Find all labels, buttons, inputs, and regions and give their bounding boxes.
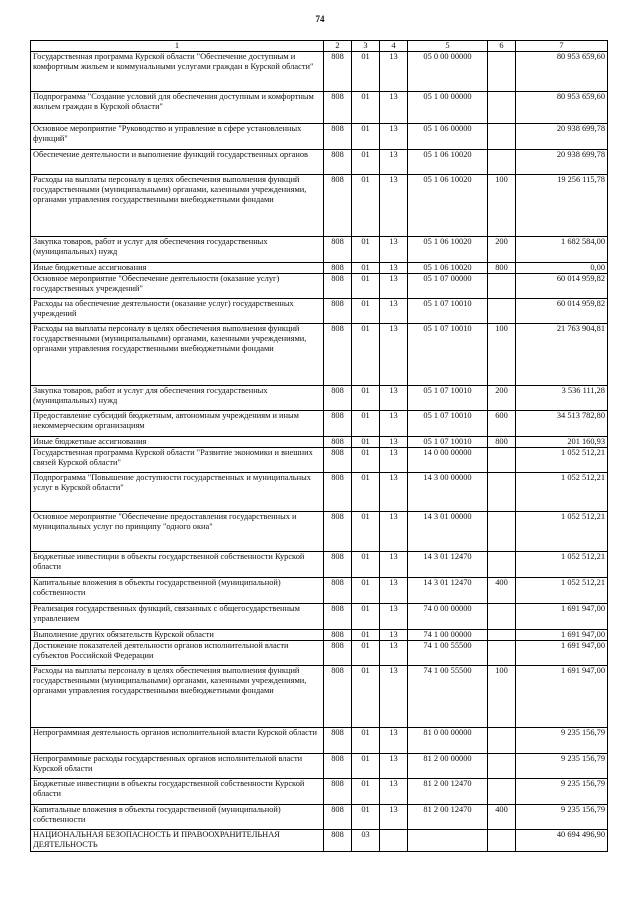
cell-section: 01 bbox=[352, 299, 380, 324]
table-row bbox=[31, 473, 608, 512]
cell-amount: 1 691 947,00 bbox=[516, 641, 608, 666]
cell-expense-type bbox=[488, 630, 516, 641]
cell-section: 01 bbox=[352, 386, 380, 411]
cell-expense-type bbox=[488, 512, 516, 552]
cell-grbs: 808 bbox=[324, 299, 352, 324]
cell-grbs: 808 bbox=[324, 779, 352, 805]
cell-expense-type bbox=[488, 150, 516, 175]
cell-subsection: 13 bbox=[380, 124, 408, 150]
cell-section: 01 bbox=[352, 641, 380, 666]
cell-grbs: 808 bbox=[324, 630, 352, 641]
cell-grbs: 808 bbox=[324, 124, 352, 150]
cell-grbs: 808 bbox=[324, 92, 352, 124]
cell-amount: 1 052 512,21 bbox=[516, 512, 608, 552]
table-row bbox=[31, 411, 608, 437]
cell-name: Закупка товаров, работ и услуг для обеспечения государственных (муниципальных) нужд bbox=[31, 237, 324, 263]
cell-amount: 19 256 115,78 bbox=[516, 175, 608, 237]
cell-subsection: 13 bbox=[380, 552, 408, 578]
cell-amount: 80 953 659,60 bbox=[516, 92, 608, 124]
table-row bbox=[31, 448, 608, 473]
table-row bbox=[31, 728, 608, 754]
cell-amount: 1 052 512,21 bbox=[516, 473, 608, 512]
cell-subsection: 13 bbox=[380, 274, 408, 299]
cell-expense-type: 200 bbox=[488, 237, 516, 263]
cell-target-article: 05 1 07 10010 bbox=[408, 437, 488, 448]
cell-target-article: 05 1 06 10020 bbox=[408, 150, 488, 175]
cell-target-article: 81 2 00 12470 bbox=[408, 805, 488, 830]
table-row bbox=[31, 237, 608, 263]
cell-subsection: 13 bbox=[380, 779, 408, 805]
cell-name: Капитальные вложения в объекты государственной (муниципальной) собственности bbox=[31, 578, 324, 604]
table-row bbox=[31, 552, 608, 578]
cell-section: 01 bbox=[352, 666, 380, 728]
cell-subsection: 13 bbox=[380, 92, 408, 124]
cell-section: 01 bbox=[352, 512, 380, 552]
cell-name: Государственная программа Курской области "Обеспечение доступным и комфортным жильем и коммунальными услугами граждан в Курской области" bbox=[31, 52, 324, 92]
header-cell-name: 1 bbox=[31, 41, 324, 52]
cell-expense-type bbox=[488, 728, 516, 754]
cell-expense-type bbox=[488, 299, 516, 324]
table-row bbox=[31, 263, 608, 274]
cell-section: 01 bbox=[352, 473, 380, 512]
cell-subsection: 13 bbox=[380, 604, 408, 630]
cell-section: 01 bbox=[352, 552, 380, 578]
cell-amount: 1 691 947,00 bbox=[516, 630, 608, 641]
cell-section: 01 bbox=[352, 92, 380, 124]
table-row bbox=[31, 92, 608, 124]
cell-section: 01 bbox=[352, 779, 380, 805]
table-row bbox=[31, 150, 608, 175]
cell-subsection: 13 bbox=[380, 324, 408, 386]
cell-expense-type: 200 bbox=[488, 386, 516, 411]
cell-target-article: 81 0 00 00000 bbox=[408, 728, 488, 754]
cell-expense-type bbox=[488, 473, 516, 512]
cell-subsection: 13 bbox=[380, 728, 408, 754]
cell-amount: 9 235 156,79 bbox=[516, 779, 608, 805]
cell-section: 01 bbox=[352, 437, 380, 448]
cell-section: 01 bbox=[352, 274, 380, 299]
cell-subsection: 13 bbox=[380, 641, 408, 666]
cell-grbs: 808 bbox=[324, 641, 352, 666]
cell-subsection bbox=[380, 830, 408, 852]
cell-name: Выполнение других обязательств Курской области bbox=[31, 630, 324, 641]
cell-name: Расходы на выплаты персоналу в целях обеспечения выполнения функций государственными (муниципальными) органами, казенными учреждениями, органами управления государственными внебюджетными фондами bbox=[31, 324, 324, 386]
cell-grbs: 808 bbox=[324, 150, 352, 175]
cell-target-article: 74 1 00 55500 bbox=[408, 641, 488, 666]
cell-amount: 1 691 947,00 bbox=[516, 666, 608, 728]
cell-name: Иные бюджетные ассигнования bbox=[31, 263, 324, 274]
cell-grbs: 808 bbox=[324, 237, 352, 263]
cell-grbs: 808 bbox=[324, 411, 352, 437]
table-row bbox=[31, 124, 608, 150]
header-cell-grbs: 2 bbox=[324, 41, 352, 52]
cell-target-article: 14 0 00 00000 bbox=[408, 448, 488, 473]
cell-amount: 20 938 699,78 bbox=[516, 124, 608, 150]
cell-grbs: 808 bbox=[324, 830, 352, 852]
cell-grbs: 808 bbox=[324, 666, 352, 728]
cell-expense-type: 800 bbox=[488, 437, 516, 448]
cell-target-article: 14 3 01 12470 bbox=[408, 578, 488, 604]
cell-section: 01 bbox=[352, 754, 380, 779]
cell-target-article: 05 1 07 10010 bbox=[408, 411, 488, 437]
cell-subsection: 13 bbox=[380, 448, 408, 473]
cell-expense-type: 800 bbox=[488, 263, 516, 274]
cell-section: 01 bbox=[352, 805, 380, 830]
page-number: 74 bbox=[315, 14, 325, 24]
cell-grbs: 808 bbox=[324, 175, 352, 237]
cell-target-article bbox=[408, 830, 488, 852]
cell-subsection: 13 bbox=[380, 578, 408, 604]
cell-subsection: 13 bbox=[380, 150, 408, 175]
header-cell-amount: 7 bbox=[516, 41, 608, 52]
cell-target-article: 74 1 00 55500 bbox=[408, 666, 488, 728]
cell-name: Расходы на выплаты персоналу в целях обеспечения выполнения функций государственными (муниципальными) органами, казенными учреждениями, органами управления государственными внебюджетными фондами bbox=[31, 666, 324, 728]
cell-target-article: 74 1 00 00000 bbox=[408, 630, 488, 641]
cell-target-article: 81 2 00 00000 bbox=[408, 754, 488, 779]
cell-expense-type bbox=[488, 92, 516, 124]
cell-section: 01 bbox=[352, 150, 380, 175]
cell-name: Иные бюджетные ассигнования bbox=[31, 437, 324, 448]
cell-amount: 9 235 156,79 bbox=[516, 805, 608, 830]
cell-target-article: 05 1 06 10020 bbox=[408, 263, 488, 274]
cell-subsection: 13 bbox=[380, 630, 408, 641]
cell-target-article: 05 1 07 10010 bbox=[408, 299, 488, 324]
cell-target-article: 14 3 01 12470 bbox=[408, 552, 488, 578]
budget-table bbox=[30, 40, 608, 852]
cell-target-article: 05 1 07 10010 bbox=[408, 386, 488, 411]
cell-amount: 9 235 156,79 bbox=[516, 754, 608, 779]
cell-expense-type bbox=[488, 552, 516, 578]
cell-section: 01 bbox=[352, 324, 380, 386]
cell-grbs: 808 bbox=[324, 437, 352, 448]
cell-name: Бюджетные инвестиции в объекты государственной собственности Курской области bbox=[31, 552, 324, 578]
cell-section: 01 bbox=[352, 630, 380, 641]
table-row bbox=[31, 805, 608, 830]
cell-amount: 1 682 584,00 bbox=[516, 237, 608, 263]
table-row bbox=[31, 52, 608, 92]
cell-grbs: 808 bbox=[324, 473, 352, 512]
cell-amount: 201 160,93 bbox=[516, 437, 608, 448]
cell-amount: 1 052 512,21 bbox=[516, 578, 608, 604]
header-cell-target-article: 5 bbox=[408, 41, 488, 52]
cell-target-article: 74 0 00 00000 bbox=[408, 604, 488, 630]
cell-grbs: 808 bbox=[324, 578, 352, 604]
cell-expense-type: 100 bbox=[488, 175, 516, 237]
cell-section: 01 bbox=[352, 578, 380, 604]
cell-name: Государственная программа Курской области "Развитие экономики и внешних связей Курской области" bbox=[31, 448, 324, 473]
cell-expense-type: 100 bbox=[488, 324, 516, 386]
cell-section: 01 bbox=[352, 263, 380, 274]
cell-grbs: 808 bbox=[324, 604, 352, 630]
cell-name: Капитальные вложения в объекты государственной (муниципальной) собственности bbox=[31, 805, 324, 830]
cell-section: 01 bbox=[352, 52, 380, 92]
cell-section: 03 bbox=[352, 830, 380, 852]
cell-amount: 20 938 699,78 bbox=[516, 150, 608, 175]
cell-expense-type bbox=[488, 124, 516, 150]
cell-amount: 60 014 959,82 bbox=[516, 274, 608, 299]
cell-expense-type bbox=[488, 754, 516, 779]
cell-section: 01 bbox=[352, 448, 380, 473]
table-row bbox=[31, 830, 608, 852]
cell-grbs: 808 bbox=[324, 263, 352, 274]
cell-target-article: 81 2 00 12470 bbox=[408, 779, 488, 805]
cell-grbs: 808 bbox=[324, 512, 352, 552]
header-row bbox=[31, 41, 608, 52]
cell-target-article: 05 1 07 00000 bbox=[408, 274, 488, 299]
cell-section: 01 bbox=[352, 124, 380, 150]
cell-amount: 40 694 496,90 bbox=[516, 830, 608, 852]
table-row bbox=[31, 641, 608, 666]
cell-subsection: 13 bbox=[380, 175, 408, 237]
cell-amount: 34 513 782,80 bbox=[516, 411, 608, 437]
table-body bbox=[31, 52, 608, 852]
header-cell-expense-type: 6 bbox=[488, 41, 516, 52]
table-row bbox=[31, 386, 608, 411]
cell-subsection: 13 bbox=[380, 437, 408, 448]
cell-expense-type: 400 bbox=[488, 578, 516, 604]
table-row bbox=[31, 512, 608, 552]
cell-expense-type: 600 bbox=[488, 411, 516, 437]
cell-name: Основное мероприятие "Руководство и управление в сфере установленных функций" bbox=[31, 124, 324, 150]
cell-target-article: 05 1 06 10020 bbox=[408, 175, 488, 237]
cell-expense-type bbox=[488, 274, 516, 299]
cell-name: Закупка товаров, работ и услуг для обеспечения государственных (муниципальных) нужд bbox=[31, 386, 324, 411]
table-row bbox=[31, 437, 608, 448]
cell-name: Подпрограмма "Создание условий для обеспечения доступным и комфортным жильем граждан в Курской области" bbox=[31, 92, 324, 124]
cell-name: Реализация государственных функций, связанных с общегосударственным управлением bbox=[31, 604, 324, 630]
cell-subsection: 13 bbox=[380, 299, 408, 324]
cell-subsection: 13 bbox=[380, 512, 408, 552]
cell-expense-type bbox=[488, 779, 516, 805]
cell-subsection: 13 bbox=[380, 237, 408, 263]
cell-section: 01 bbox=[352, 728, 380, 754]
cell-grbs: 808 bbox=[324, 386, 352, 411]
cell-target-article: 05 0 00 00000 bbox=[408, 52, 488, 92]
cell-amount: 21 763 904,81 bbox=[516, 324, 608, 386]
cell-name: Предоставление субсидий бюджетным, автономным учреждениям и иным некоммерческим организациям bbox=[31, 411, 324, 437]
cell-grbs: 808 bbox=[324, 274, 352, 299]
cell-expense-type: 100 bbox=[488, 666, 516, 728]
table-row bbox=[31, 299, 608, 324]
cell-grbs: 808 bbox=[324, 324, 352, 386]
header-cell-subsection: 4 bbox=[380, 41, 408, 52]
cell-target-article: 14 3 01 00000 bbox=[408, 512, 488, 552]
cell-expense-type bbox=[488, 830, 516, 852]
cell-name: Обеспечение деятельности и выполнение функций государственных органов bbox=[31, 150, 324, 175]
cell-subsection: 13 bbox=[380, 754, 408, 779]
cell-expense-type: 400 bbox=[488, 805, 516, 830]
cell-target-article: 05 1 00 00000 bbox=[408, 92, 488, 124]
table-row bbox=[31, 630, 608, 641]
cell-name: Подпрограмма "Повышение доступности государственных и муниципальных услуг в Курской области" bbox=[31, 473, 324, 512]
table-row bbox=[31, 666, 608, 728]
cell-name: НАЦИОНАЛЬНАЯ БЕЗОПАСНОСТЬ И ПРАВООХРАНИТЕЛЬНАЯ ДЕЯТЕЛЬНОСТЬ bbox=[31, 830, 324, 852]
cell-name: Бюджетные инвестиции в объекты государственной собственности Курской области bbox=[31, 779, 324, 805]
cell-target-article: 05 1 07 10010 bbox=[408, 324, 488, 386]
table-row bbox=[31, 604, 608, 630]
table-row bbox=[31, 754, 608, 779]
cell-grbs: 808 bbox=[324, 805, 352, 830]
cell-name: Расходы на выплаты персоналу в целях обеспечения выполнения функций государственными (муниципальными) органами, казенными учреждениями, органами управления государственными внебюджетными фондами bbox=[31, 175, 324, 237]
cell-subsection: 13 bbox=[380, 52, 408, 92]
cell-amount: 80 953 659,60 bbox=[516, 52, 608, 92]
cell-name: Непрограммная деятельность органов исполнительной власти Курской области bbox=[31, 728, 324, 754]
cell-section: 01 bbox=[352, 604, 380, 630]
cell-target-article: 14 3 00 00000 bbox=[408, 473, 488, 512]
cell-section: 01 bbox=[352, 237, 380, 263]
cell-section: 01 bbox=[352, 175, 380, 237]
cell-name: Основное мероприятие "Обеспечение предоставления государственных и муниципальных услуг по принципу "одного окна" bbox=[31, 512, 324, 552]
table-row bbox=[31, 175, 608, 237]
cell-subsection: 13 bbox=[380, 666, 408, 728]
cell-expense-type bbox=[488, 641, 516, 666]
header-cell-section: 3 bbox=[352, 41, 380, 52]
cell-amount: 1 691 947,00 bbox=[516, 604, 608, 630]
cell-amount: 60 014 959,82 bbox=[516, 299, 608, 324]
cell-amount: 0,00 bbox=[516, 263, 608, 274]
cell-name: Основное мероприятие "Обеспечение деятельности (оказание услуг) государственных учреждений" bbox=[31, 274, 324, 299]
cell-subsection: 13 bbox=[380, 263, 408, 274]
cell-name: Непрограммные расходы государственных органов исполнительной власти Курской области bbox=[31, 754, 324, 779]
cell-section: 01 bbox=[352, 411, 380, 437]
cell-name: Расходы на обеспечение деятельности (оказание услуг) государственных учреждений bbox=[31, 299, 324, 324]
cell-subsection: 13 bbox=[380, 473, 408, 512]
cell-grbs: 808 bbox=[324, 754, 352, 779]
table-row bbox=[31, 578, 608, 604]
cell-target-article: 05 1 06 00000 bbox=[408, 124, 488, 150]
cell-expense-type bbox=[488, 448, 516, 473]
cell-subsection: 13 bbox=[380, 411, 408, 437]
table-row bbox=[31, 274, 608, 299]
cell-name: Достижение показателей деятельности органов исполнительной власти субъектов Российской Федерации bbox=[31, 641, 324, 666]
cell-grbs: 808 bbox=[324, 448, 352, 473]
cell-amount: 1 052 512,21 bbox=[516, 552, 608, 578]
cell-grbs: 808 bbox=[324, 52, 352, 92]
cell-expense-type bbox=[488, 52, 516, 92]
cell-amount: 3 536 111,28 bbox=[516, 386, 608, 411]
cell-amount: 9 235 156,79 bbox=[516, 728, 608, 754]
table-row bbox=[31, 324, 608, 386]
cell-subsection: 13 bbox=[380, 386, 408, 411]
cell-grbs: 808 bbox=[324, 552, 352, 578]
cell-target-article: 05 1 06 10020 bbox=[408, 237, 488, 263]
cell-expense-type bbox=[488, 604, 516, 630]
cell-subsection: 13 bbox=[380, 805, 408, 830]
cell-amount: 1 052 512,21 bbox=[516, 448, 608, 473]
cell-grbs: 808 bbox=[324, 728, 352, 754]
table-row bbox=[31, 779, 608, 805]
